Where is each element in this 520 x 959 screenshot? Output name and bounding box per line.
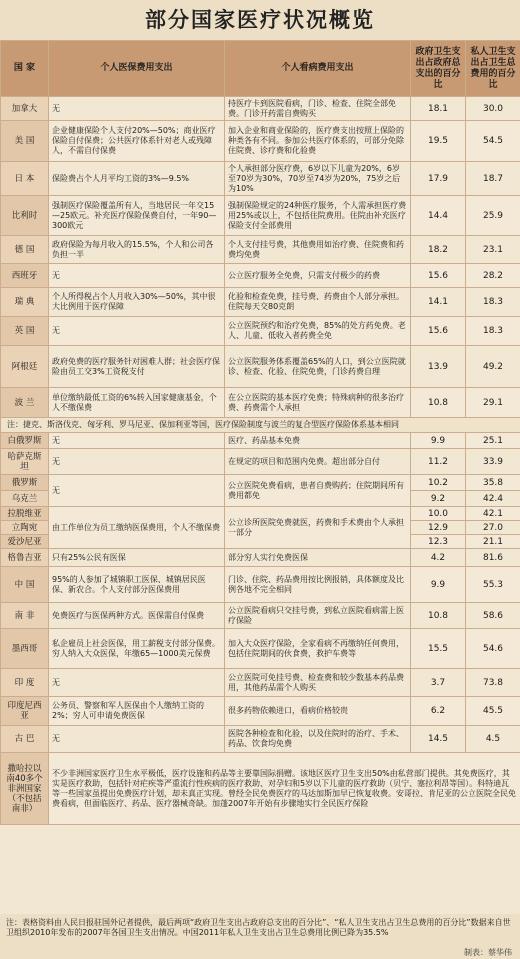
- private-cell: 73.8: [466, 669, 520, 697]
- country-cell: 格鲁吉亚: [1, 549, 49, 567]
- gov-cell: 14.1: [411, 288, 466, 317]
- private-cell: 33.9: [466, 449, 520, 475]
- country-cell: 乌克兰: [1, 491, 49, 507]
- country-cell: 瑞 典: [1, 288, 49, 317]
- insurance-cell: 政府免费的医疗服务针对困难人群；社会医疗保险由员工交3%工资税支付: [49, 346, 225, 388]
- private-cell: 58.6: [466, 603, 520, 629]
- country-cell: 比利时: [1, 196, 49, 236]
- country-cell: 美 国: [1, 121, 49, 162]
- visit-cell: 化验和检查免费，挂号费、药费由个人部分承担。住院每天交80克朗: [225, 288, 411, 317]
- gov-cell: 10.0: [411, 507, 466, 521]
- country-cell: 哈萨克斯坦: [1, 449, 49, 475]
- insurance-cell: 无: [49, 726, 225, 753]
- visit-cell: 个人支付挂号费，其他费用如治疗费、住院费和药费均免费: [225, 236, 411, 264]
- medical-table: [0, 40, 520, 825]
- insurance-cell: 由工作单位为员工缴纳医保费用，个人不缴保费: [49, 507, 225, 549]
- country-cell: 英 国: [1, 317, 49, 346]
- header-insurance: 个人医保费用支出: [49, 41, 225, 97]
- gov-cell: 14.5: [411, 726, 466, 753]
- private-cell: 42.1: [466, 507, 520, 521]
- private-cell: 54.6: [466, 629, 520, 669]
- private-cell: 81.6: [466, 549, 520, 567]
- gov-cell: 9.9: [411, 567, 466, 603]
- private-cell: 29.1: [466, 388, 520, 418]
- gov-cell: 19.5: [411, 121, 466, 162]
- private-cell: 45.5: [466, 697, 520, 726]
- private-cell: 28.2: [466, 264, 520, 288]
- insurance-cell: 公务员、警察和军人医保由个人缴纳工资的2%；穷人可申请免费医保: [49, 697, 225, 726]
- private-cell: 18.3: [466, 288, 520, 317]
- gov-cell: 15.6: [411, 264, 466, 288]
- visit-cell: 公立医院看病只交挂号费，到私立医院看病需上医疗保险: [225, 603, 411, 629]
- page-title: 部分国家医疗状况概览: [0, 0, 520, 40]
- insurance-cell: 无: [49, 433, 225, 449]
- visit-cell: 加入大众医疗保险，全家看病不再缴纳任何费用，包括住院期间的伙食费，救护车费等: [225, 629, 411, 669]
- insurance-cell: 政府保险为每月收入的15.5%，个人和公司各负担一半: [49, 236, 225, 264]
- private-cell: 25.9: [466, 196, 520, 236]
- visit-cell: 公立医院预约和治疗免费，85%的处方药免费。老人、儿童、低收入者药费全免: [225, 317, 411, 346]
- private-cell: 30.0: [466, 97, 520, 121]
- visit-cell: 很多药物依赖进口，看病价格较贵: [225, 697, 411, 726]
- gov-cell: 6.2: [411, 697, 466, 726]
- header-country: 国 家: [1, 41, 49, 97]
- country-cell: 古 巴: [1, 726, 49, 753]
- visit-cell: 医院各种检查和化验，以及住院时的治疗、手术、药品、饮食均免费: [225, 726, 411, 753]
- country-cell: 德 国: [1, 236, 49, 264]
- country-cell: 撒哈拉以南40多个非洲国家（不包括南非）: [1, 753, 49, 825]
- visit-cell: 持医疗卡到医院看病，门诊、检查、住院全部免费。门诊开药需自费购买: [225, 97, 411, 121]
- visit-cell: 部分穷人实行免费医保: [225, 549, 411, 567]
- insurance-cell: 个人所得税占个人月收入30%—50%，其中很大比例用于医疗保障: [49, 288, 225, 317]
- insurance-cell: 95%的人参加了城镇职工医保、城镇居民医保、新农合。个人支付部分医保费用: [49, 567, 225, 603]
- private-cell: 55.3: [466, 567, 520, 603]
- private-cell: 42.4: [466, 491, 520, 507]
- private-cell: 21.1: [466, 535, 520, 549]
- country-cell: 中 国: [1, 567, 49, 603]
- insurance-cell: 强制医疗保险覆盖所有人，当地居民一年交15—25欧元。补充医疗保险保费自付，一年90—300欧元: [49, 196, 225, 236]
- gov-cell: 17.9: [411, 162, 466, 196]
- footnote-text: 注：表格资料由人民日报驻国外记者提供，最后两项“政府卫生支出占政府总支出的百分比”、“私人卫生支出占卫生总费用的百分比”数据来自世卫组织2010年发布的2007年各国卫生支出情况。中国2011年私人卫生支出占卫生总费用比例已降为35.5%: [6, 918, 511, 937]
- gov-cell: 18.2: [411, 236, 466, 264]
- private-cell: 18.3: [466, 317, 520, 346]
- private-cell: 49.2: [466, 346, 520, 388]
- footnote: [0, 914, 520, 959]
- gov-cell: 15.6: [411, 317, 466, 346]
- country-cell: 印度尼西亚: [1, 697, 49, 726]
- insurance-cell: 无: [49, 449, 225, 475]
- insurance-cell: 无: [49, 317, 225, 346]
- country-cell: 加拿大: [1, 97, 49, 121]
- country-cell: 俄罗斯: [1, 475, 49, 491]
- private-cell: 18.7: [466, 162, 520, 196]
- private-cell: 27.0: [466, 521, 520, 535]
- country-cell: 拉脱维亚: [1, 507, 49, 521]
- private-cell: 23.1: [466, 236, 520, 264]
- visit-cell: 个人承担部分医疗费，6岁以下儿童为20%，6岁至70岁为30%，70岁至74岁为20%，75岁之后为10%: [225, 162, 411, 196]
- credit: 制表：蔡华伟: [464, 948, 512, 957]
- country-cell: 西班牙: [1, 264, 49, 288]
- country-cell: 阿根廷: [1, 346, 49, 388]
- gov-cell: 10.8: [411, 388, 466, 418]
- visit-cell: 医疗、药品基本免费: [225, 433, 411, 449]
- country-cell: 立陶宛: [1, 521, 49, 535]
- private-cell: 54.5: [466, 121, 520, 162]
- insurance-cell: 单位缴纳最低工资的6%转入国家健康基金，个人不缴保费: [49, 388, 225, 418]
- table-note: 注：捷克、斯洛伐克、匈牙利、罗马尼亚、保加利亚等国，医疗保险制度与波兰的复合型医疗保险体系基本相同: [1, 418, 520, 433]
- gov-cell: 9.9: [411, 433, 466, 449]
- insurance-cell: 私企雇员上社会医保，用工薪税支付部分保费。穷人纳入大众医保，年缴65—1000美元保费: [49, 629, 225, 669]
- insurance-cell: 只有25%公民有医保: [49, 549, 225, 567]
- visit-cell: 加入企业和商业保险的，医疗费支出按照上保险的种类各有不同。参加公共医疗体系的，可部分免除住院费、诊疗费和化验费: [225, 121, 411, 162]
- gov-cell: 3.7: [411, 669, 466, 697]
- header-private: 私人卫生支出占卫生总费用的百分比: [466, 41, 520, 97]
- visit-cell: 公立医院服务体系覆盖65%的人口，到公立医院就诊、检查、化验、住院免费，门诊药费自理: [225, 346, 411, 388]
- gov-cell: 11.2: [411, 449, 466, 475]
- visit-cell: 公立医院可免挂号费、检查费和较少数基本药品费用，其他药品需个人购买: [225, 669, 411, 697]
- country-cell: 波 兰: [1, 388, 49, 418]
- insurance-cell: 无: [49, 264, 225, 288]
- gov-cell: 10.8: [411, 603, 466, 629]
- country-cell: 白俄罗斯: [1, 433, 49, 449]
- insurance-cell: 无: [49, 97, 225, 121]
- private-cell: 4.5: [466, 726, 520, 753]
- visit-cell: 强制保险规定的24种医疗服务，个人需承担医疗费用25%或以上，不包括住院费用。住院由补充医疗保险支付全部费用: [225, 196, 411, 236]
- gov-cell: 13.9: [411, 346, 466, 388]
- visit-cell: 门诊、住院、药品费用按比例报销，具体额度及比例各地不完全相同: [225, 567, 411, 603]
- insurance-cell: 无: [49, 669, 225, 697]
- country-cell: 日 本: [1, 162, 49, 196]
- header-gov: 政府卫生支出占政府总支出的百分比: [411, 41, 466, 97]
- gov-cell: 18.1: [411, 97, 466, 121]
- header-visit: 个人看病费用支出: [225, 41, 411, 97]
- visit-cell: 在规定的项目和范围内免费。超出部分自付: [225, 449, 411, 475]
- gov-cell: 9.2: [411, 491, 466, 507]
- gov-cell: 15.5: [411, 629, 466, 669]
- insurance-cell: 企业健康保险个人支付20%—50%；商业医疗保险自付保费；公共医疗体系针对老人或残障人，不需自付保费: [49, 121, 225, 162]
- visit-cell: 公立医院免费看病，患者自费购药；住院期间所有费用都免: [225, 475, 411, 507]
- africa-text: 不少非洲国家医疗卫生水平极低，医疗设施和药品等主要靠国际捐赠。该地区医疗卫生支出50%由私营部门提供。其免费医疗，其实是医疗救助，包括针对疟疾等严重流行性疾病的医疗救助、对孕妇和5岁以下儿童的医疗救助（贝宁、塞拉利昂等国）。科特迪瓦等一些国家虽提出免费医疗计划，却未真正实现。曾经全民免费医疗的马达加斯加早已恢复收费。安哥拉、肯尼亚的公立医院全民免费看病，但面临医疗、药品、医疗器械奇缺。加蓬2007年开始有步骤地实行全民医疗保险: [49, 753, 520, 825]
- gov-cell: 12.3: [411, 535, 466, 549]
- gov-cell: 10.2: [411, 475, 466, 491]
- insurance-cell: 无: [49, 475, 225, 507]
- gov-cell: 4.2: [411, 549, 466, 567]
- country-cell: 印 度: [1, 669, 49, 697]
- private-cell: 35.8: [466, 475, 520, 491]
- visit-cell: 在公立医院的基本医疗免费；特殊病种的很多治疗费、药费需个人承担: [225, 388, 411, 418]
- insurance-cell: 保险费占个人月平均工资的3%—9.5%: [49, 162, 225, 196]
- private-cell: 25.1: [466, 433, 520, 449]
- gov-cell: 14.4: [411, 196, 466, 236]
- visit-cell: 公立医疗服务全免费，只需支付极少的药费: [225, 264, 411, 288]
- gov-cell: 12.9: [411, 521, 466, 535]
- country-cell: 爱沙尼亚: [1, 535, 49, 549]
- country-cell: 南 非: [1, 603, 49, 629]
- visit-cell: 公立诊所医院免费就医，药费和手术费由个人承担一部分: [225, 507, 411, 549]
- country-cell: 墨西哥: [1, 629, 49, 669]
- insurance-cell: 免费医疗与医保两种方式。医保需自付保费: [49, 603, 225, 629]
